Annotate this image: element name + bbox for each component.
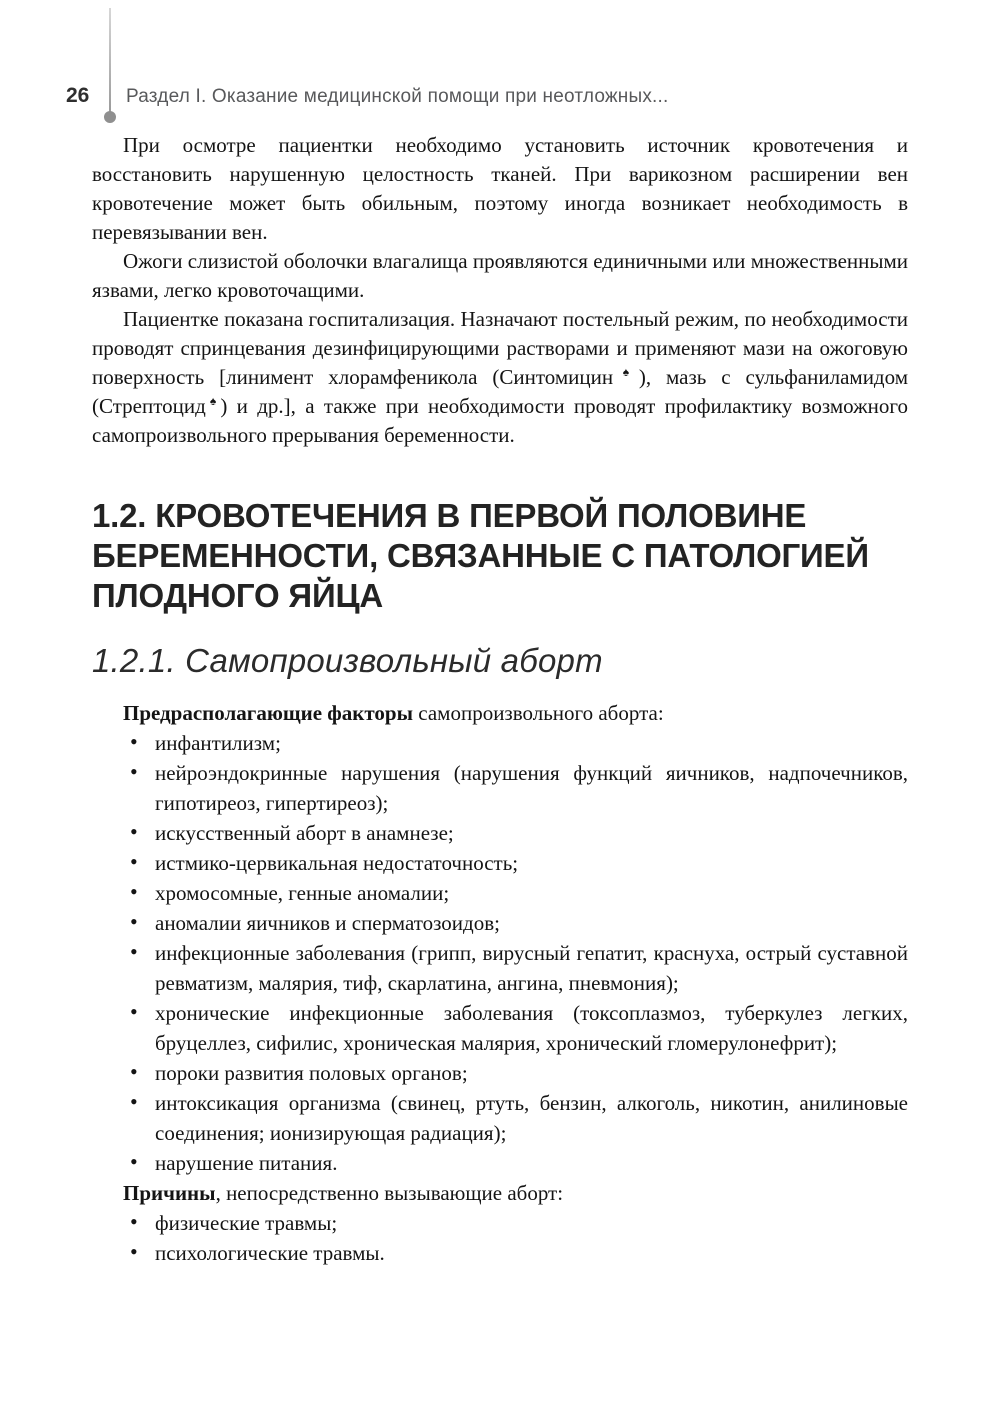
header-rule-dot: [104, 111, 116, 123]
list-item: • нейроэндокринные нарушения (нарушения функций яичников, надпочечников, гипотиреоз, гипертиреоз);: [155, 758, 908, 818]
list-item: • аномалии яичников и сперматозоидов;: [155, 908, 908, 938]
paragraph-treatment: [92, 305, 908, 450]
list-item: • искусственный аборт в анамнезе;: [155, 818, 908, 848]
list-item: • психологические травмы.: [155, 1238, 908, 1268]
list-item: • нарушение питания.: [155, 1148, 908, 1178]
list-item: • пороки развития половых органов;: [155, 1058, 908, 1088]
causes-intro-rest: , непосредственно вызывающие аборт:: [215, 1181, 564, 1205]
factors-intro: [92, 698, 908, 728]
page-content: [92, 131, 908, 1268]
factors-list: [92, 728, 908, 1178]
causes-list: [92, 1208, 908, 1268]
paragraph-examination: При осмотре пациентки необходимо установить источник кровотечения и восстановить нарушенную целостность тканей. При варикозном расширении вен кровотечение может быть обильным, поэтому иногда возникает необходимость в перевязывании вен.: [92, 133, 908, 244]
header-rule: [109, 8, 111, 114]
treatment-text-segment: ), мазь с сульфаниламидом (Стрептоцид: [92, 365, 909, 418]
treatment-text-segment: Пациентке показана госпитализация. Назначают постельный режим, по необходимости проводят спринцевания дезинфицирующими растворами и применяют мази на ожоговую поверхность [линимент хлорамфеникола (Синтомицин: [92, 307, 908, 389]
list-item: • хромосомные, генные аномалии;: [155, 878, 908, 908]
list-item: • хронические инфекционные заболевания (токсоплазмоз, туберкулез легких, бруцеллез, сифилис, хроническая малярия, хронический гломерулонефрит);: [155, 998, 908, 1058]
list-item: • инфекционные заболевания (грипп, вирусный гепатит, краснуха, острый суставной ревматизм, малярия, тиф, скарлатина, ангина, пневмония);: [155, 938, 908, 998]
causes-intro: [92, 1178, 908, 1208]
list-item: • интоксикация организма (свинец, ртуть, бензин, алкоголь, никотин, анилиновые соединения; ионизирующая радиация);: [155, 1088, 908, 1148]
spade-symbol: ♠: [205, 394, 221, 408]
page-header: [0, 0, 1000, 130]
list-item: • физические травмы;: [155, 1208, 908, 1238]
paragraph-burns: Ожоги слизистой оболочки влагалища проявляются единичными или множественными язвами, легко кровоточащими.: [92, 249, 908, 302]
section-heading: 1.2. КРОВОТЕЧЕНИЯ В ПЕРВОЙ ПОЛОВИНЕ БЕРЕМЕННОСТИ, СВЯЗАННЫЕ С ПАТОЛОГИЕЙ ПЛОДНОГО ЯЙЦА: [92, 497, 869, 614]
treatment-text-segment: ) и др.], а также при необходимости проводят профилактику возможного самопроизвольного прерывания беременности.: [92, 394, 908, 447]
spade-symbol: ♠: [613, 365, 639, 379]
running-head-title: Раздел I. Оказание медицинской помощи при неотложных...: [126, 86, 669, 107]
factors-intro-bold: Предрасполагающие факторы: [123, 701, 414, 725]
list-item: • инфантилизм;: [155, 728, 908, 758]
list-item: • истмико-цервикальная недостаточность;: [155, 848, 908, 878]
factors-intro-rest: самопроизвольного аборта:: [413, 701, 664, 725]
causes-intro-bold: Причины: [123, 1181, 216, 1205]
subsection-heading: 1.2.1. Самопроизвольный аборт: [92, 642, 603, 679]
page-number: 26: [66, 84, 90, 107]
